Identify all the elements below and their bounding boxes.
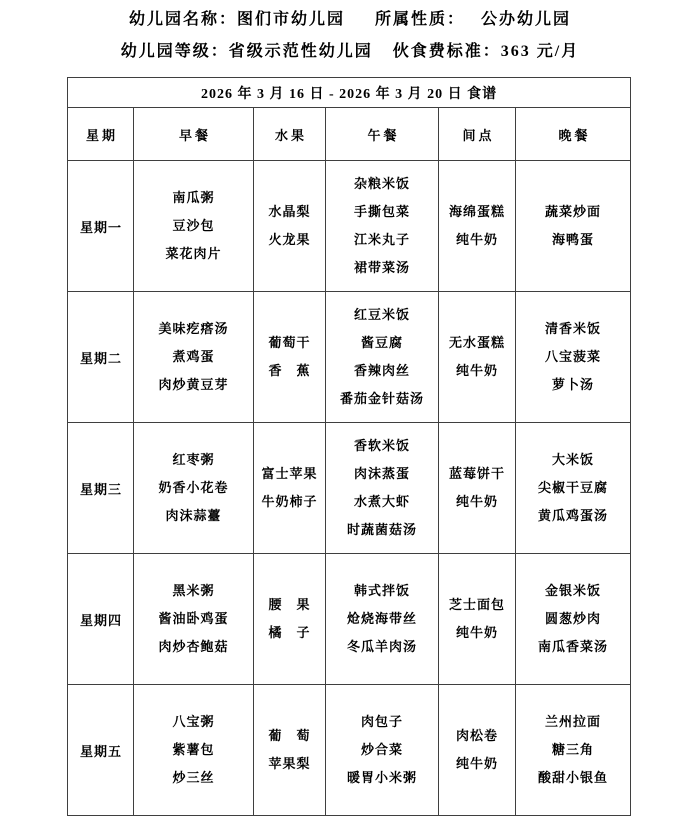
dish-item: 香软米饭 <box>353 438 410 453</box>
dish-item: 炒三丝 <box>172 770 215 785</box>
dinner-cell <box>516 554 631 685</box>
dish-item: 美味疙瘩汤 <box>158 321 229 336</box>
dish-item: 大米饭 <box>552 452 595 467</box>
dish-item: 纯牛奶 <box>455 756 498 771</box>
dish-item: 南瓜香菜汤 <box>538 639 609 654</box>
dinner-cell <box>516 292 631 423</box>
snack-cell <box>439 685 516 816</box>
menu-date-title: 2026 年 3 月 16 日 - 2026 年 3 月 20 日 食谱 <box>68 78 631 108</box>
info-line-1 <box>0 10 700 30</box>
grade-group <box>121 42 373 62</box>
dish-item: 炝烧海带丝 <box>346 611 417 626</box>
ownership-group <box>375 10 571 30</box>
dish-item: 蔬菜炒面 <box>545 204 602 219</box>
fee-group <box>393 42 579 62</box>
dish-item: 芝士面包 <box>448 597 505 612</box>
kindergarten-name-group <box>129 10 345 30</box>
menu-row <box>68 292 631 423</box>
day-cell: 星期五 <box>68 685 134 816</box>
dish-item: 萝卜汤 <box>552 377 595 392</box>
dish-item: 奶香小花卷 <box>158 480 229 495</box>
lunch-cell <box>326 161 439 292</box>
fruit-cell <box>254 161 326 292</box>
snack-cell <box>439 292 516 423</box>
lunch-cell <box>326 423 439 554</box>
dish-item: 牛奶柿子 <box>261 494 318 509</box>
ownership-label: 所属性质： <box>375 11 466 28</box>
snack-cell <box>439 161 516 292</box>
dish-item: 手撕包菜 <box>353 204 410 219</box>
dish-item: 香 蕉 <box>268 363 311 378</box>
dish-item: 金银米饭 <box>545 583 602 598</box>
dinner-cell <box>516 423 631 554</box>
dish-item: 肉炒黄豆芽 <box>158 377 229 392</box>
dish-item: 圆葱炒肉 <box>545 611 602 626</box>
kindergarten-info-header <box>0 0 700 62</box>
dish-item: 紫薯包 <box>172 742 215 757</box>
col-header-snack: 间点 <box>439 108 516 161</box>
col-header-day: 星期 <box>68 108 134 161</box>
lunch-cell <box>326 292 439 423</box>
dish-item: 冬瓜羊肉汤 <box>346 639 417 654</box>
menu-table-body <box>68 161 631 816</box>
dish-item: 炒合菜 <box>360 742 403 757</box>
dish-item: 蓝莓饼干 <box>448 466 505 481</box>
lunch-cell <box>326 554 439 685</box>
dish-item: 水煮大虾 <box>353 494 410 509</box>
dish-item: 海绵蛋糕 <box>448 204 505 219</box>
dish-item: 酱豆腐 <box>360 335 403 350</box>
dish-item: 肉炒杏鲍菇 <box>158 639 229 654</box>
fruit-cell <box>254 423 326 554</box>
dish-item: 海鸭蛋 <box>552 232 595 247</box>
lunch-cell <box>326 685 439 816</box>
col-header-breakfast: 早餐 <box>134 108 254 161</box>
dish-item: 肉沫蒜薹 <box>165 508 222 523</box>
dish-item: 葡 萄 <box>268 728 311 743</box>
breakfast-cell <box>134 161 254 292</box>
menu-row <box>68 161 631 292</box>
breakfast-cell <box>134 423 254 554</box>
dish-item: 韩式拌饭 <box>353 583 410 598</box>
menu-row <box>68 685 631 816</box>
dish-item: 八宝菠菜 <box>545 349 602 364</box>
dish-item: 兰州拉面 <box>545 714 602 729</box>
dish-item: 豆沙包 <box>172 218 215 233</box>
dish-item: 黄瓜鸡蛋汤 <box>538 508 609 523</box>
dish-item: 番茄金针菇汤 <box>339 391 424 406</box>
menu-row <box>68 554 631 685</box>
info-line-2 <box>0 42 700 62</box>
breakfast-cell <box>134 685 254 816</box>
dish-item: 南瓜粥 <box>172 190 215 205</box>
dish-item: 火龙果 <box>268 232 311 247</box>
day-cell: 星期三 <box>68 423 134 554</box>
fruit-cell <box>254 292 326 423</box>
col-header-dinner: 晚餐 <box>516 108 631 161</box>
menu-row <box>68 423 631 554</box>
dish-item: 葡萄干 <box>268 335 311 350</box>
dish-item: 纯牛奶 <box>455 494 498 509</box>
dish-item: 酱油卧鸡蛋 <box>158 611 229 626</box>
dish-item: 杂粮米饭 <box>353 176 410 191</box>
fruit-cell <box>254 554 326 685</box>
dish-item: 裙带菜汤 <box>353 260 410 275</box>
dish-item: 肉沫蒸蛋 <box>353 466 410 481</box>
day-cell: 星期一 <box>68 161 134 292</box>
dish-item: 纯牛奶 <box>455 232 498 247</box>
dish-item: 煮鸡蛋 <box>172 349 215 364</box>
dinner-cell <box>516 161 631 292</box>
day-cell: 星期四 <box>68 554 134 685</box>
breakfast-cell <box>134 292 254 423</box>
dish-item: 水晶梨 <box>268 204 311 219</box>
dish-item: 糖三角 <box>552 742 595 757</box>
dish-item: 八宝粥 <box>172 714 215 729</box>
column-header-row <box>68 108 631 161</box>
dish-item: 酸甜小银鱼 <box>538 770 609 785</box>
dinner-cell <box>516 685 631 816</box>
fruit-cell <box>254 685 326 816</box>
dish-item: 腰 果 <box>268 597 311 612</box>
dish-item: 黑米粥 <box>172 583 215 598</box>
dish-item: 尖椒干豆腐 <box>538 480 609 495</box>
fee-label: 伙食费标准： <box>392 43 501 60</box>
dish-item: 肉包子 <box>360 714 403 729</box>
table-title-row <box>68 78 631 108</box>
grade-value: 省级示范性幼儿园 <box>228 43 373 60</box>
ownership-value: 公办幼儿园 <box>481 11 572 28</box>
dish-item: 无水蛋糕 <box>448 335 505 350</box>
col-header-fruit: 水果 <box>254 108 326 161</box>
breakfast-cell <box>134 554 254 685</box>
day-cell: 星期二 <box>68 292 134 423</box>
dish-item: 苹果梨 <box>268 756 311 771</box>
dish-item: 江米丸子 <box>353 232 410 247</box>
dish-item: 清香米饭 <box>545 321 602 336</box>
dish-item: 红豆米饭 <box>353 307 410 322</box>
snack-cell <box>439 554 516 685</box>
kindergarten-name-value: 图们市幼儿园 <box>236 11 345 28</box>
dish-item: 肉松卷 <box>455 728 498 743</box>
dish-item: 橘 子 <box>268 625 311 640</box>
snack-cell <box>439 423 516 554</box>
grade-label: 幼儿园等级： <box>120 43 229 60</box>
dish-item: 香辣肉丝 <box>353 363 410 378</box>
kindergarten-name-label: 幼儿园名称： <box>128 11 237 28</box>
dish-item: 时蔬菌菇汤 <box>346 522 417 537</box>
menu-table <box>67 77 631 816</box>
dish-item: 富士苹果 <box>261 466 318 481</box>
dish-item: 暖胃小米粥 <box>346 770 417 785</box>
dish-item: 红枣粥 <box>172 452 215 467</box>
dish-item: 纯牛奶 <box>455 363 498 378</box>
col-header-lunch: 午餐 <box>326 108 439 161</box>
dish-item: 菜花肉片 <box>165 246 222 261</box>
fee-value: 363 元/月 <box>500 43 580 60</box>
dish-item: 纯牛奶 <box>455 625 498 640</box>
